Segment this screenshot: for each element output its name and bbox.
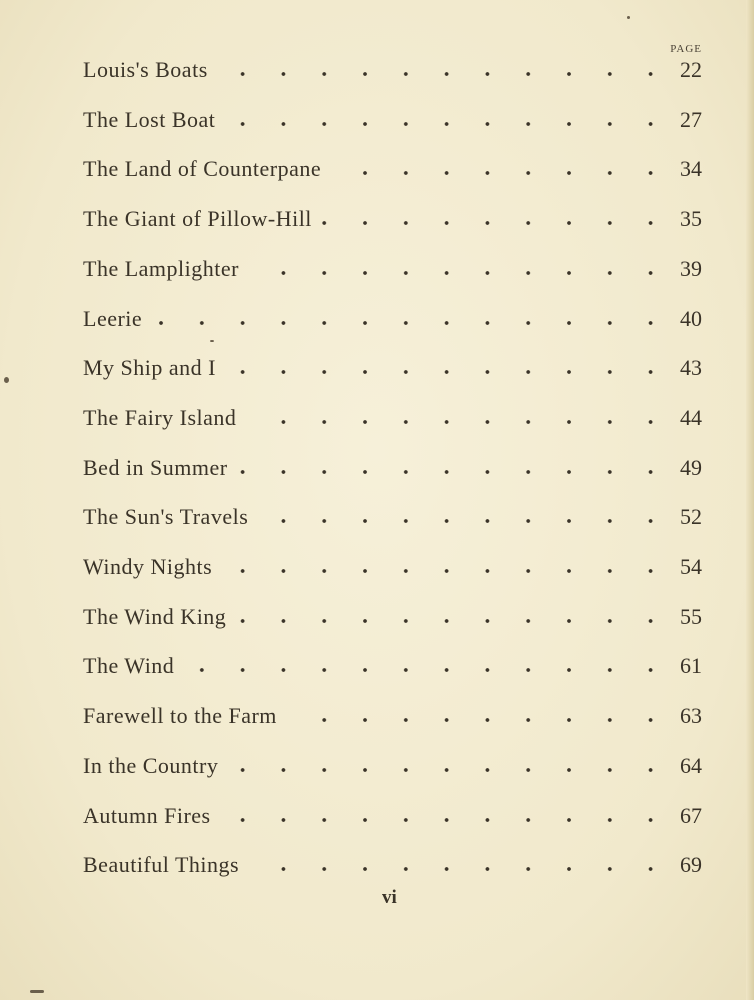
- toc-entry-page-number: 54: [680, 554, 702, 579]
- toc-entry: [83, 107, 723, 141]
- toc-entry-page-number: 34: [680, 156, 702, 181]
- toc-entry-title: The Lost Boat: [83, 107, 216, 132]
- toc-entry: [83, 156, 723, 190]
- toc-entry-title: My Ship and I: [83, 355, 216, 380]
- toc-entry-page-number: 69: [680, 852, 702, 877]
- toc-entry: [83, 803, 723, 837]
- toc-entry-title: Bed in Summer: [83, 455, 228, 480]
- toc-entry-title: Beautiful Things: [83, 852, 240, 877]
- toc-entry-page-number: 49: [680, 455, 702, 480]
- toc-entry-page-number: 44: [680, 405, 702, 430]
- toc-entry-page-number: 35: [680, 206, 702, 231]
- dot-leader: [249, 270, 671, 276]
- toc-entry: [83, 256, 723, 290]
- dot-leader: [221, 817, 671, 823]
- toc-entry-title: The Land of Counterpane: [83, 156, 322, 181]
- dot-leader: [322, 220, 671, 226]
- toc-entry-page-number: 27: [680, 107, 702, 132]
- dot-leader: [331, 170, 671, 176]
- dot-leader: [246, 419, 671, 425]
- dot-leader: [152, 320, 671, 326]
- toc-entry-title: The Wind: [83, 653, 175, 678]
- dot-leader: [225, 121, 671, 127]
- toc-entry-page-number: 22: [680, 57, 702, 82]
- toc-entry: [83, 455, 723, 489]
- toc-entry-page-number: 39: [680, 256, 702, 281]
- toc-entry: [83, 753, 723, 787]
- dot-leader: [222, 568, 671, 574]
- toc-entry: [83, 57, 723, 91]
- toc-entry: [83, 554, 723, 588]
- dot-leader: [226, 369, 671, 375]
- dot-leader: [287, 717, 671, 723]
- dot-leader: [236, 618, 671, 624]
- toc-entry-page-number: 64: [680, 753, 702, 778]
- toc-entry-title: In the Country: [83, 753, 219, 778]
- toc-entry-title: The Lamplighter: [83, 256, 239, 281]
- toc-entry-title: The Giant of Pillow-Hill: [83, 206, 312, 231]
- toc-entry: [83, 306, 723, 340]
- toc-entry-title: Leerie: [83, 306, 143, 331]
- dot-leader: [228, 767, 671, 773]
- toc-entry-title: The Sun's Travels: [83, 504, 249, 529]
- toc-entry: [83, 852, 723, 886]
- toc-entry-title: Autumn Fires: [83, 803, 211, 828]
- toc-entry-title: Windy Nights: [83, 554, 213, 579]
- dot-leader: [184, 667, 671, 673]
- toc-entry-page-number: 63: [680, 703, 702, 728]
- toc-entry: [83, 405, 723, 439]
- toc-entry-title: Louis's Boats: [83, 57, 208, 82]
- dot-leader: [238, 469, 671, 475]
- toc-entry: [83, 703, 723, 737]
- toc-entry-page-number: 43: [680, 355, 702, 380]
- toc-entry-page-number: 61: [680, 653, 702, 678]
- toc-entry-title: The Wind King: [83, 604, 227, 629]
- toc-entry: [83, 206, 723, 240]
- page-column-header: PAGE: [670, 43, 702, 55]
- folio-number: vi: [382, 887, 397, 908]
- toc-entry: [83, 653, 723, 687]
- toc-entry-page-number: 55: [680, 604, 702, 629]
- toc-entry-page-number: 67: [680, 803, 702, 828]
- dot-leader: [258, 518, 671, 524]
- dot-leader: [249, 866, 671, 872]
- toc-entry: [83, 355, 723, 389]
- toc-entry: [83, 604, 723, 638]
- toc-entry-page-number: 40: [680, 306, 702, 331]
- toc-entry-page-number: 52: [680, 504, 702, 529]
- toc-entry-title: The Fairy Island: [83, 405, 237, 430]
- toc-entry: [83, 504, 723, 538]
- toc-entry-title: Farewell to the Farm: [83, 703, 277, 728]
- dot-leader: [218, 71, 671, 77]
